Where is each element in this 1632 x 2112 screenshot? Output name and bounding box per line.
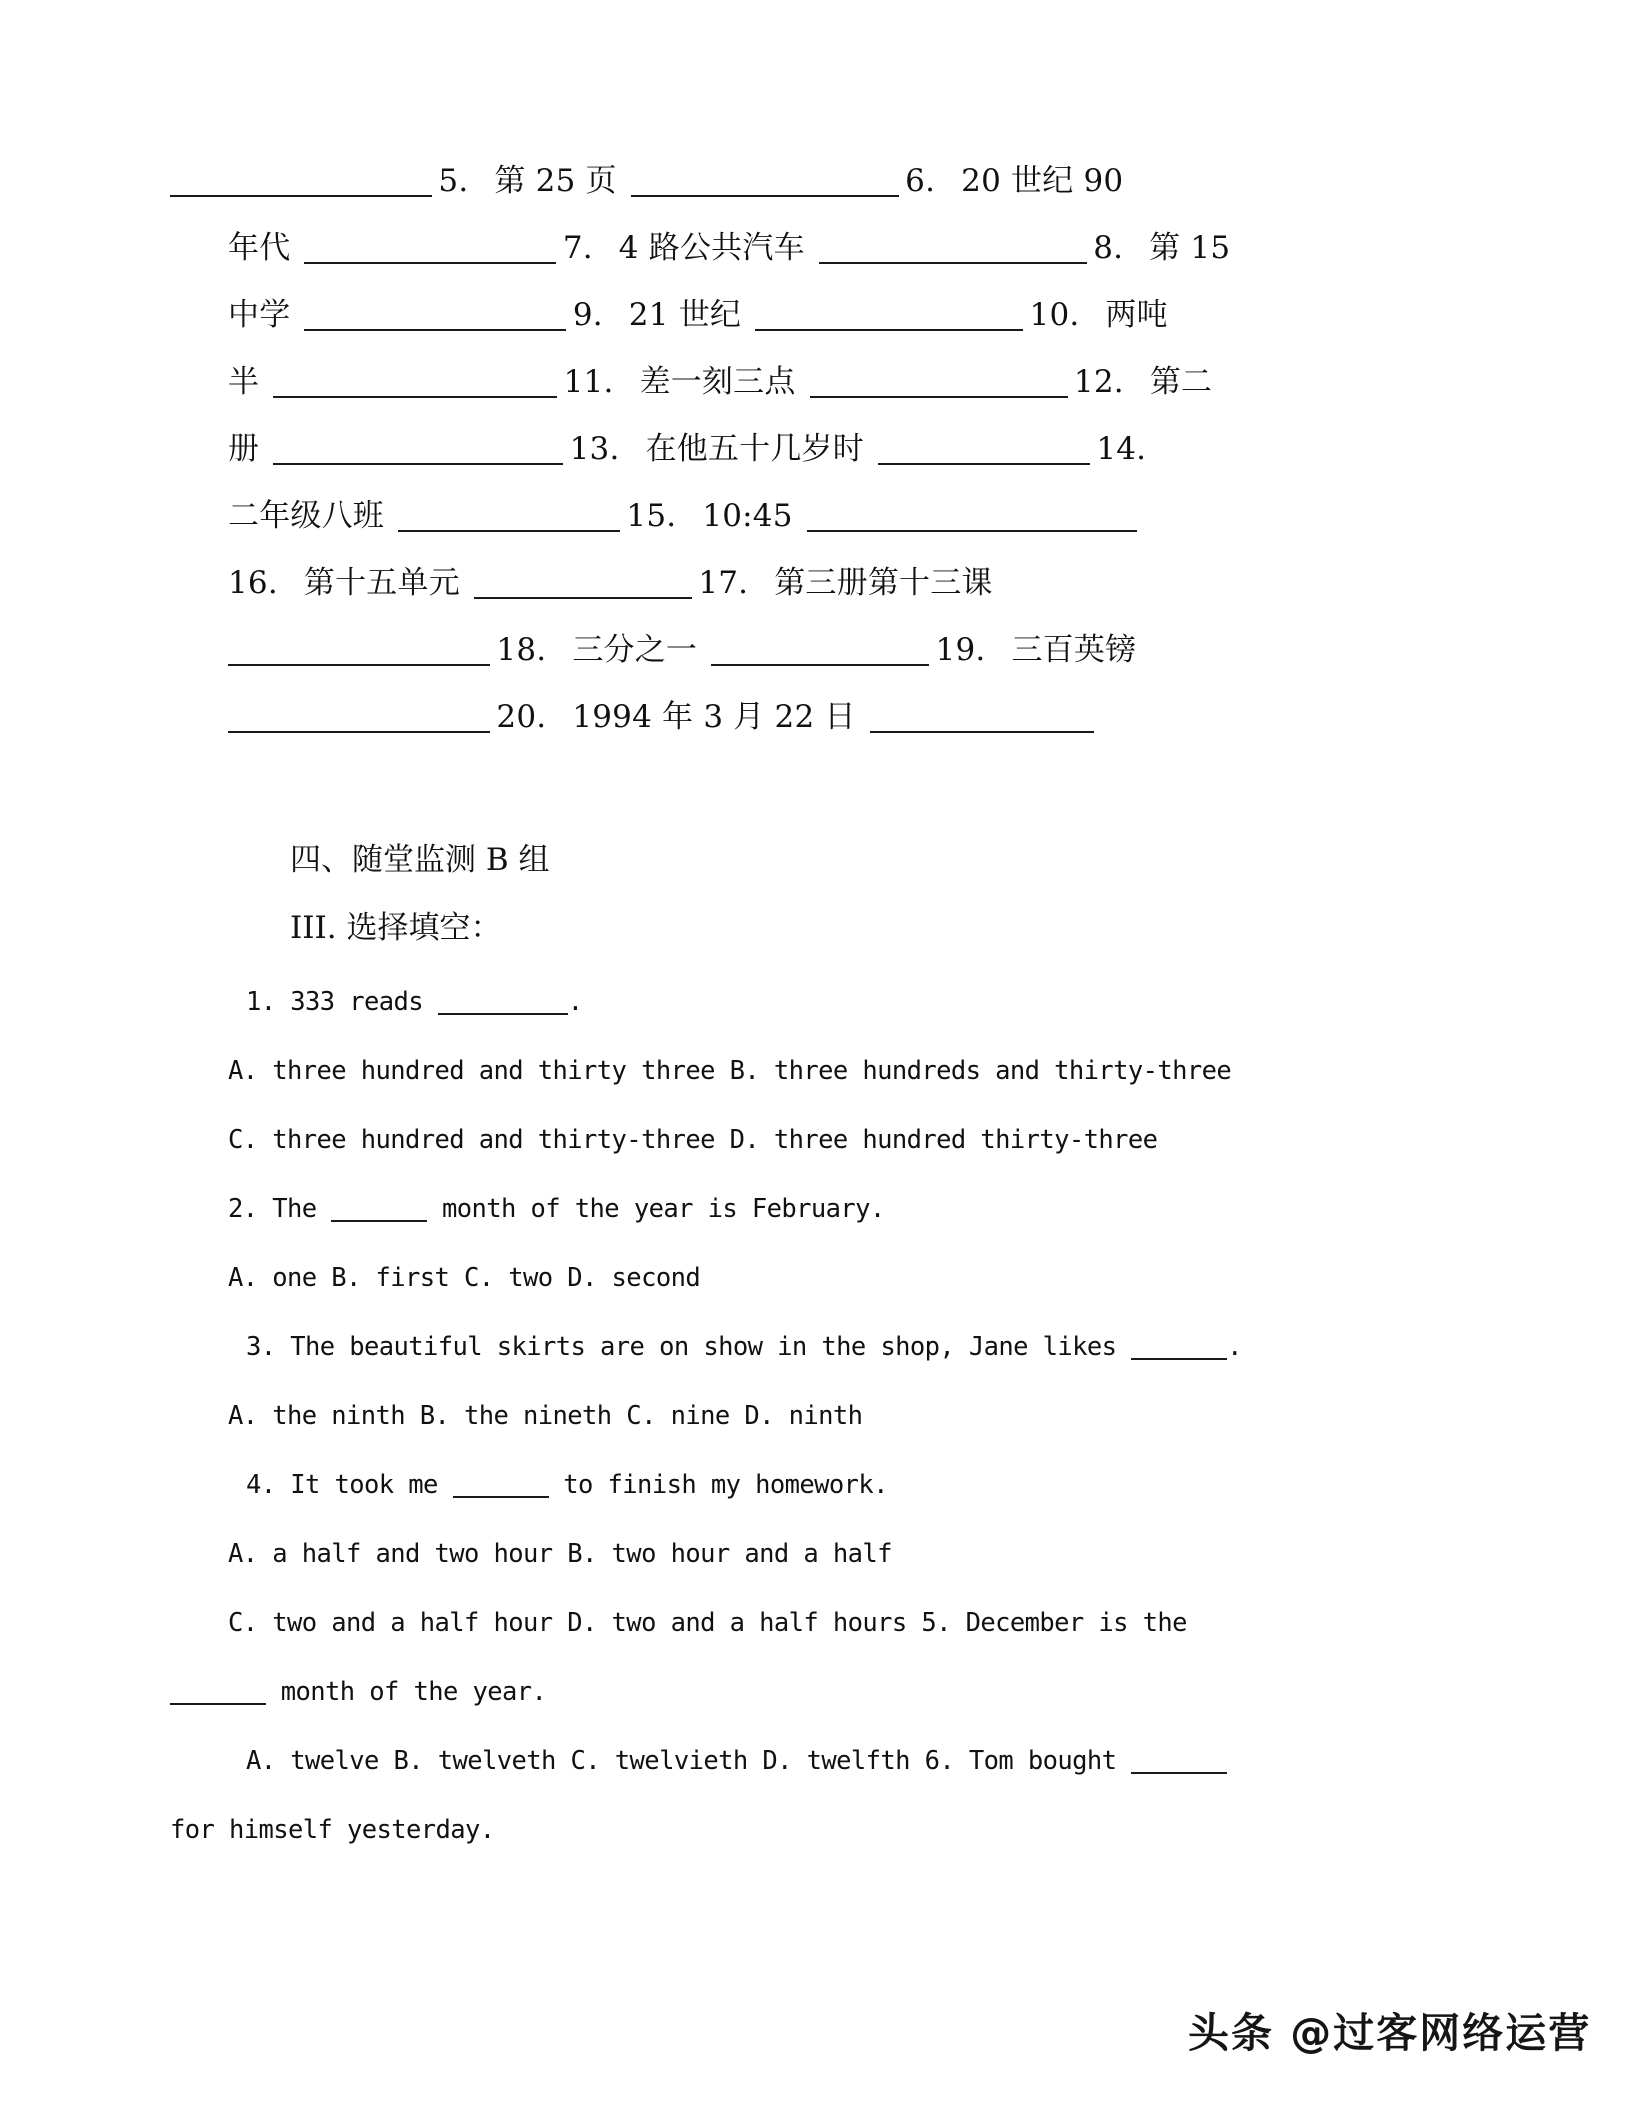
question-text: . xyxy=(1227,1332,1242,1362)
answer-blank[interactable] xyxy=(1131,1753,1227,1774)
item-text: 中学 xyxy=(228,297,291,333)
watermark-handle: @过客网络运营 xyxy=(1290,2009,1592,2057)
item-text: 差一刻三点 xyxy=(639,364,796,400)
question-text: for himself yesterday. xyxy=(170,1815,495,1845)
question-text: month of the year is February. xyxy=(427,1194,885,1224)
question-text: C. three hundred and thirty-three D. three hundred thirty-three xyxy=(228,1125,1158,1155)
answer-blank[interactable] xyxy=(819,240,1087,264)
question-text: . xyxy=(567,987,583,1017)
item-text: 册 xyxy=(228,431,260,467)
answer-blank[interactable] xyxy=(870,709,1094,733)
answer-blank[interactable] xyxy=(304,307,566,331)
question-text: 2. The xyxy=(228,1194,332,1224)
question-line xyxy=(228,1106,1408,1175)
question-text: month of the year. xyxy=(266,1677,547,1707)
watermark-brand: 头条 xyxy=(1188,2009,1274,2057)
answer-blank[interactable] xyxy=(170,173,432,197)
item-number: 18. xyxy=(496,632,547,668)
answer-blank[interactable] xyxy=(398,508,620,532)
translation-line xyxy=(228,282,1400,349)
translation-line xyxy=(228,684,1400,751)
answer-blank[interactable] xyxy=(711,642,929,666)
item-number: 7. xyxy=(562,230,593,266)
answer-blank[interactable] xyxy=(228,642,490,666)
item-text: 三分之一 xyxy=(572,632,698,668)
translation-line xyxy=(228,483,1400,550)
item-text: 20 世纪 90 xyxy=(961,163,1124,199)
watermark xyxy=(1188,2000,1591,2059)
question-text: A. one B. first C. two D. second xyxy=(228,1263,701,1293)
question-text: A. the ninth B. the nineth C. nine D. ninth xyxy=(228,1401,863,1431)
answer-blank[interactable] xyxy=(273,374,557,398)
question-line xyxy=(170,1658,1408,1727)
question-line xyxy=(170,1796,1408,1865)
item-text: 年代 xyxy=(228,230,291,266)
question-text: 1. 333 reads xyxy=(246,987,438,1017)
question-line xyxy=(228,968,1408,1037)
question-line xyxy=(228,1451,1408,1520)
translation-line xyxy=(228,617,1400,684)
question-line xyxy=(228,1244,1408,1313)
answer-blank[interactable] xyxy=(755,307,1023,331)
item-number: 19. xyxy=(935,632,986,668)
item-text: 第 25 页 xyxy=(494,163,617,199)
answer-blank[interactable] xyxy=(631,173,899,197)
question-text: 3. The beautiful skirts are on show in the shop, Jane likes xyxy=(246,1332,1132,1362)
item-number: 11. xyxy=(563,364,614,400)
item-text: 二年级八班 xyxy=(228,498,384,534)
translation-line xyxy=(228,550,1400,617)
question-text: to finish my homework. xyxy=(548,1470,888,1500)
section-heading-part-three: III. 选择填空： xyxy=(290,910,502,946)
item-number: 6. xyxy=(905,163,936,199)
item-text: 两吨 xyxy=(1105,297,1168,333)
question-text: C. two and a half hour D. two and a half hours 5. December is the xyxy=(228,1608,1187,1638)
answer-blank[interactable] xyxy=(438,994,568,1015)
multiple-choice-block xyxy=(170,968,1408,1865)
question-line xyxy=(228,1175,1408,1244)
item-number: 8. xyxy=(1093,230,1124,266)
question-line xyxy=(228,1727,1408,1796)
item-number: 16. xyxy=(228,565,278,601)
item-number: 12. xyxy=(1073,364,1124,400)
question-line xyxy=(228,1589,1408,1658)
translation-exercise-block xyxy=(228,148,1400,751)
question-text: 4. It took me xyxy=(246,1470,453,1500)
answer-blank[interactable] xyxy=(331,1201,427,1222)
item-text: 4 路公共汽车 xyxy=(618,230,805,266)
question-text: A. three hundred and thirty three B. three hundreds and thirty-three xyxy=(228,1056,1232,1086)
section-heading-four: 四、随堂监测 B 组 xyxy=(290,842,550,878)
item-text: 21 世纪 xyxy=(628,297,742,333)
item-number: 9. xyxy=(572,297,603,333)
question-line xyxy=(228,1037,1408,1106)
question-line xyxy=(228,1520,1408,1589)
question-line xyxy=(228,1382,1408,1451)
answer-blank[interactable] xyxy=(453,1477,549,1498)
item-text: 第十五单元 xyxy=(303,565,460,601)
item-text: 在他五十几岁时 xyxy=(645,431,864,467)
item-text: 1994 年 3 月 22 日 xyxy=(572,699,856,735)
question-text: A. a half and two hour B. two hour and a half xyxy=(228,1539,892,1569)
item-text: 第 15 xyxy=(1149,230,1231,266)
item-number: 13. xyxy=(569,431,620,467)
answer-blank[interactable] xyxy=(807,508,1137,532)
item-number: 14. xyxy=(1096,431,1147,467)
answer-blank[interactable] xyxy=(810,374,1068,398)
question-text: A. twelve B. twelveth C. twelvieth D. twelfth 6. Tom bought xyxy=(246,1746,1132,1776)
item-number: 17. xyxy=(698,565,749,601)
answer-blank[interactable] xyxy=(228,709,490,733)
answer-blank[interactable] xyxy=(273,441,563,465)
translation-line xyxy=(228,349,1400,416)
item-text: 第二 xyxy=(1149,364,1213,400)
translation-line xyxy=(228,148,1400,215)
translation-line xyxy=(228,416,1400,483)
answer-blank[interactable] xyxy=(1131,1339,1227,1360)
item-number: 5. xyxy=(438,163,469,199)
item-number: 15. xyxy=(626,498,677,534)
answer-blank[interactable] xyxy=(474,575,692,599)
item-text: 半 xyxy=(228,364,260,400)
translation-line xyxy=(228,215,1400,282)
question-line xyxy=(228,1313,1408,1382)
item-number: 20. xyxy=(496,699,547,735)
answer-blank[interactable] xyxy=(304,240,556,264)
item-number: 10. xyxy=(1029,297,1080,333)
answer-blank[interactable] xyxy=(878,441,1090,465)
answer-blank[interactable] xyxy=(170,1684,266,1705)
item-text: 三百英镑 xyxy=(1011,632,1137,668)
item-text: 第三册第十三课 xyxy=(774,565,993,601)
item-text: 10:45 xyxy=(702,498,793,534)
